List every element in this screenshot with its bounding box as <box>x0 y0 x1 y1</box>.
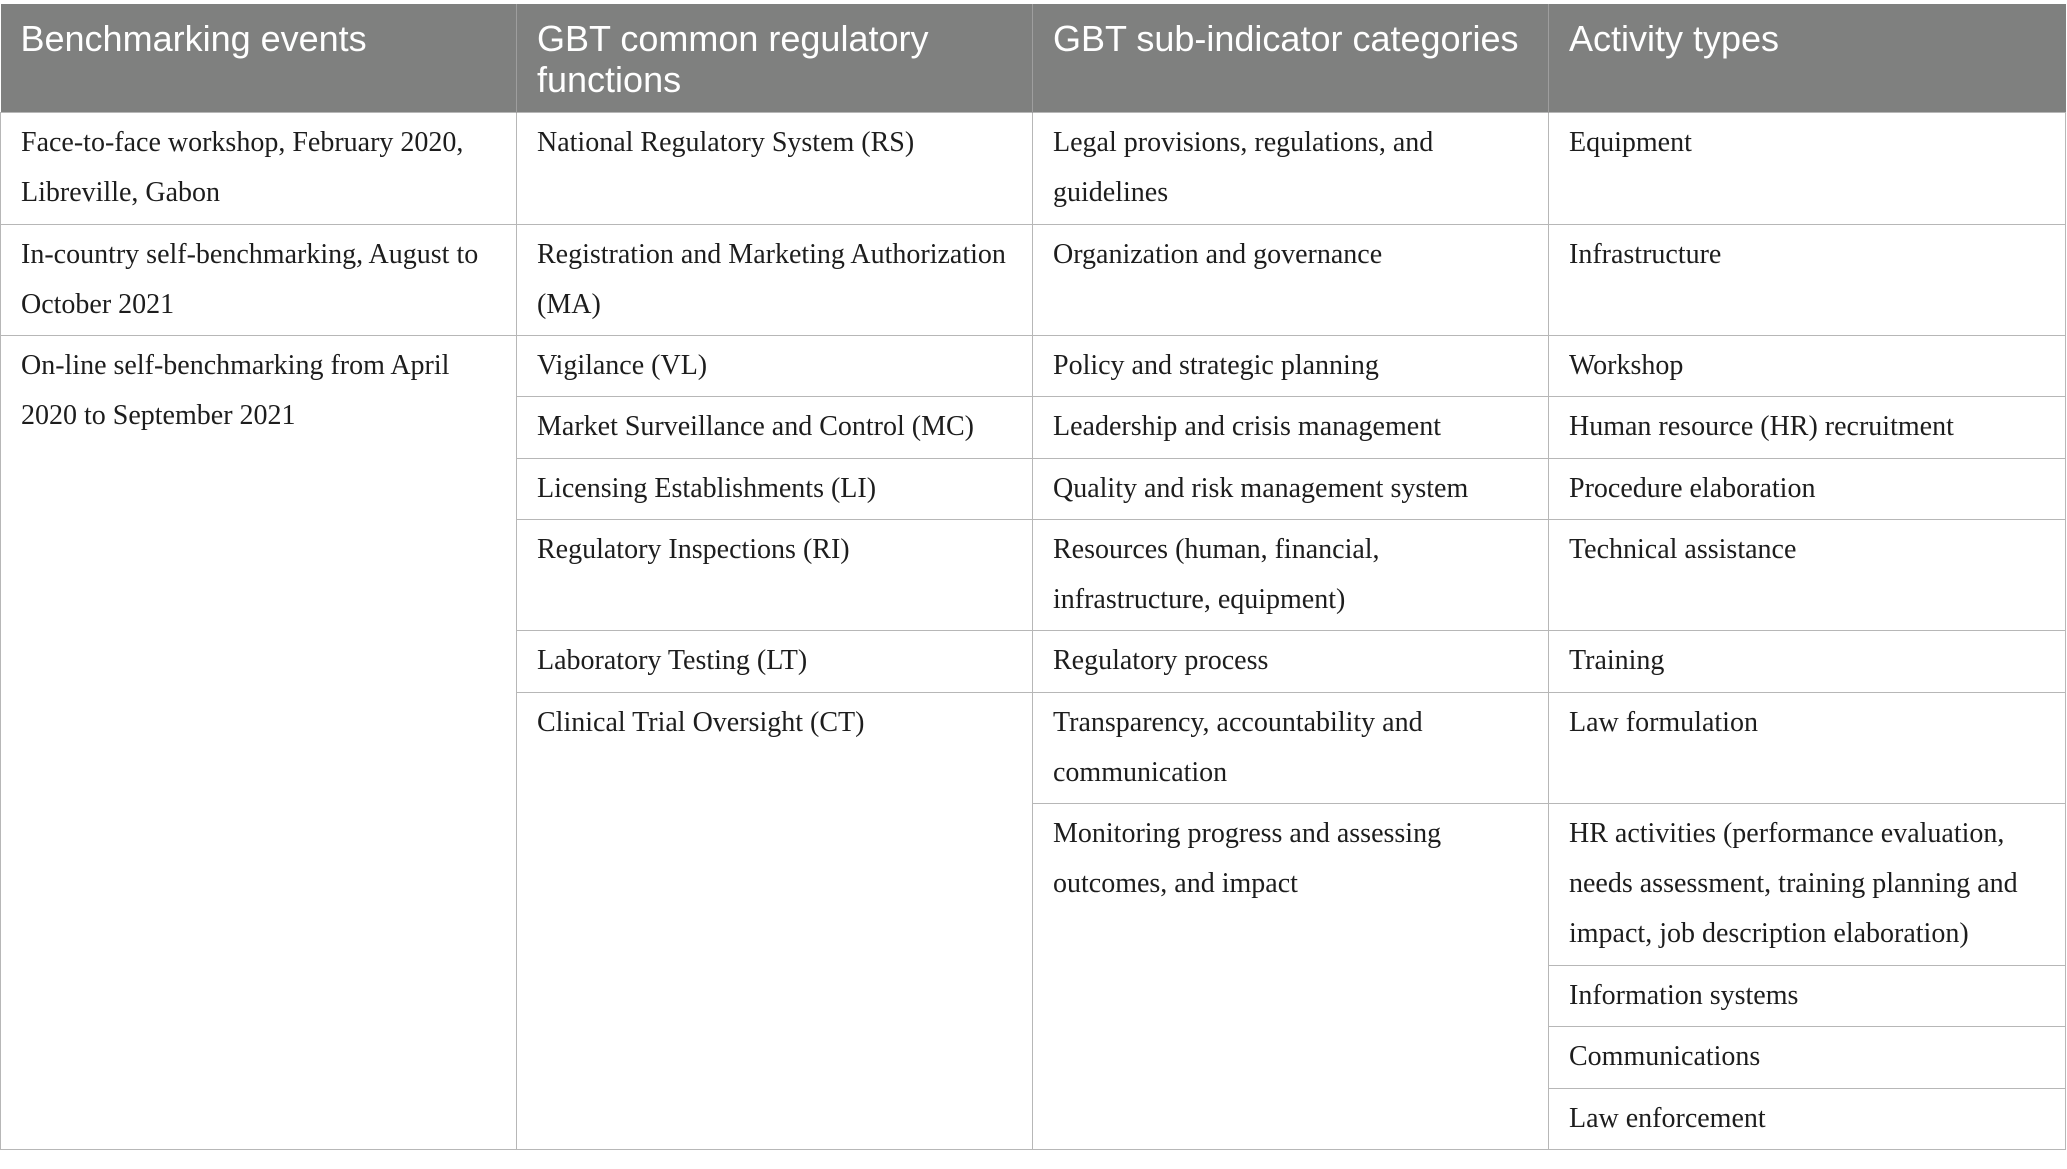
category-cell: Quality and risk management system <box>1033 458 1549 519</box>
table-row <box>1 113 2066 225</box>
header-row <box>1 4 2066 113</box>
category-cell: Legal provisions, regulations, and guidelines <box>1033 113 1549 225</box>
table-row <box>1 336 2066 397</box>
header-activity-types: Activity types <box>1549 4 2066 113</box>
category-cell: Policy and strategic planning <box>1033 336 1549 397</box>
activity-cell: Communications <box>1549 1027 2066 1088</box>
function-cell: Licensing Establishments (LI) <box>517 458 1033 519</box>
table-header <box>1 4 2066 113</box>
gbt-benchmarking-table <box>0 4 2066 1150</box>
function-cell: Clinical Trial Oversight (CT) <box>517 692 1033 1149</box>
category-cell: Transparency, accountability and communication <box>1033 692 1549 804</box>
category-cell: Organization and governance <box>1033 224 1549 336</box>
table-row <box>1 224 2066 336</box>
activity-cell: Procedure elaboration <box>1549 458 2066 519</box>
table-body <box>1 113 2066 1150</box>
function-cell: Registration and Marketing Authorization (MA) <box>517 224 1033 336</box>
category-cell: Resources (human, financial, infrastructure, equipment) <box>1033 519 1549 631</box>
activity-cell: Equipment <box>1549 113 2066 225</box>
header-sub-indicator-categories: GBT sub-indicator categories <box>1033 4 1549 113</box>
activity-cell: Law formulation <box>1549 692 2066 804</box>
function-cell: National Regulatory System (RS) <box>517 113 1033 225</box>
event-cell: On-line self-benchmarking from April 2020 to September 2021 <box>1 336 517 1150</box>
function-cell: Laboratory Testing (LT) <box>517 631 1033 692</box>
activity-cell: Training <box>1549 631 2066 692</box>
activity-cell: Technical assistance <box>1549 519 2066 631</box>
category-cell: Leadership and crisis management <box>1033 397 1549 458</box>
category-cell: Regulatory process <box>1033 631 1549 692</box>
category-cell: Monitoring progress and assessing outcomes, and impact <box>1033 804 1549 1150</box>
activity-cell: Workshop <box>1549 336 2066 397</box>
function-cell: Market Surveillance and Control (MC) <box>517 397 1033 458</box>
activity-cell: Infrastructure <box>1549 224 2066 336</box>
function-cell: Regulatory Inspections (RI) <box>517 519 1033 631</box>
gbt-benchmarking-table-container <box>0 4 2065 1150</box>
activity-cell: HR activities (performance evaluation, needs assessment, training planning and impact, job description elaboration) <box>1549 804 2066 966</box>
header-regulatory-functions: GBT common regulatory functions <box>517 4 1033 113</box>
activity-cell: Information systems <box>1549 966 2066 1027</box>
header-benchmarking-events: Benchmarking events <box>1 4 517 113</box>
function-cell: Vigilance (VL) <box>517 336 1033 397</box>
activity-cell: Law enforcement <box>1549 1088 2066 1149</box>
event-cell: In-country self-benchmarking, August to October 2021 <box>1 224 517 336</box>
activity-cell: Human resource (HR) recruitment <box>1549 397 2066 458</box>
event-cell: Face-to-face workshop, February 2020, Libreville, Gabon <box>1 113 517 225</box>
